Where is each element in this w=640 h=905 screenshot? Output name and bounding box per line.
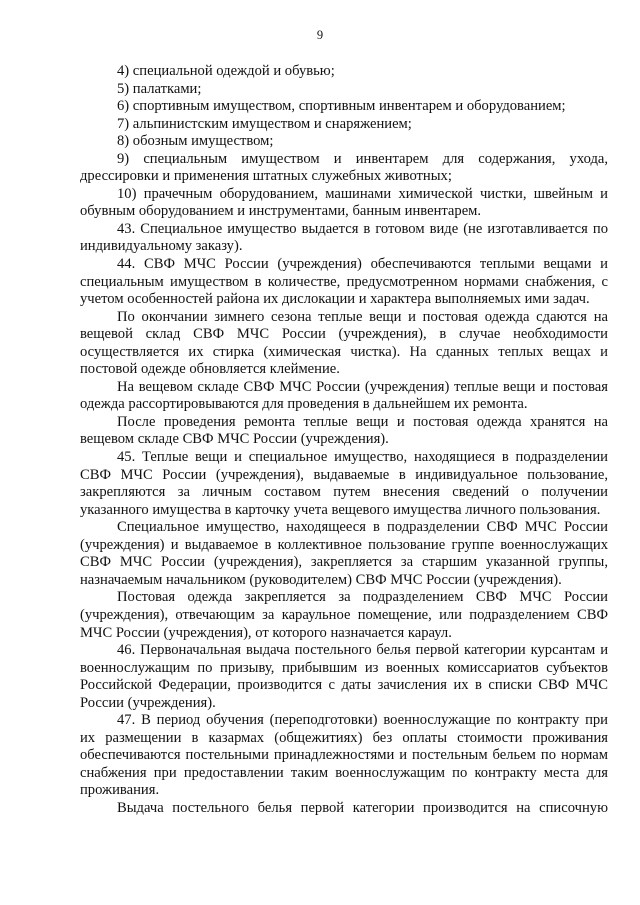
clause-47: 47. В период обучения (переподготовки) военнослужащие по контракту при их размещении в казармах (общежитиях) без оплаты стоимости проживания обеспечиваются постельными принадлежностями и постельным бельем по нормам снабжения при предоставлении таким военнослужащим по контракту места для проживания.	[80, 712, 608, 799]
paragraph: На вещевом складе СВФ МЧС России (учреждения) теплые вещи и постовая одежда рассортировываются для проведения в дальнейшем их ремонта.	[80, 378, 608, 413]
list-item-5: 5) палатками;	[117, 80, 202, 97]
paragraph: По окончании зимнего сезона теплые вещи и постовая одежда сдаются на вещевой склад СВФ МЧС России (учреждения), в случае необходимости осуществляется их стирка (химическая чистка). На сданных теплых вещах и постовой одежде обновляется клеймение.	[80, 308, 608, 378]
list-item-9: 9) специальным имуществом и инвентарем для содержания, ухода, дрессировки и применения штатных служебных животных;	[80, 150, 608, 185]
clause-44: 44. СВФ МЧС России (учреждения) обеспечиваются теплыми вещами и специальным имуществом в количестве, предусмотренном нормами снабжения, с учетом особенностей района их дислокации и характера выполняемых ими задач.	[80, 256, 608, 308]
clause-43: 43. Специальное имущество выдается в готовом виде (не изготавливается по индивидуальному заказу).	[80, 220, 608, 255]
list-item-8: 8) обозным имуществом;	[117, 133, 274, 150]
list-item-6: 6) спортивным имуществом, спортивным инвентарем и оборудованием;	[117, 98, 566, 115]
paragraph: Специальное имущество, находящееся в подразделении СВФ МЧС России (учреждения) и выдаваемое в коллективное пользование группе военнослужащих СВФ МЧС России (учреждения), закрепляется за старшим указанной группы, назначаемым начальником (руководителем) СВФ МЧС России (учреждения).	[80, 519, 608, 588]
clause-46: 46. Первоначальная выдача постельного белья первой категории курсантам и военнослужащим по призыву, прибывшим из военных комиссариатов субъектов Российской Федерации, производится с даты зачисления их в списки СВФ МЧС России (учреждения).	[80, 642, 608, 711]
clause-45: 45. Теплые вещи и специальное имущество, находящиеся в подразделении СВФ МЧС России (учреждения), выдаваемые в индивидуальное пользование, закрепляются за личным составом путем внесения сведений о получении указанного имущества в карточку учета вещевого имущества личного пользования.	[80, 449, 608, 518]
paragraph: После проведения ремонта теплые вещи и постовая одежда хранятся на вещевом складе СВФ МЧС России (учреждения).	[80, 413, 608, 448]
list-item-10: 10) прачечным оборудованием, машинами химической чистки, швейным и обувным оборудованием и инструментами, банным инвентарем.	[80, 185, 608, 220]
list-item-7: 7) альпинистским имуществом и снаряжением;	[117, 115, 412, 132]
paragraph-continued: Выдача постельного белья первой категории производится на списочную	[117, 799, 608, 816]
paragraph: Постовая одежда закрепляется за подразделением СВФ МЧС России (учреждения), отвечающим за караульное помещение, или подразделением СВФ МЧС России (учреждения), от которого назначается караул.	[80, 589, 608, 641]
document-body	[80, 63, 608, 818]
list-item-4: 4) специальной одеждой и обувью;	[117, 63, 335, 79]
page-number: 9	[316, 28, 324, 42]
